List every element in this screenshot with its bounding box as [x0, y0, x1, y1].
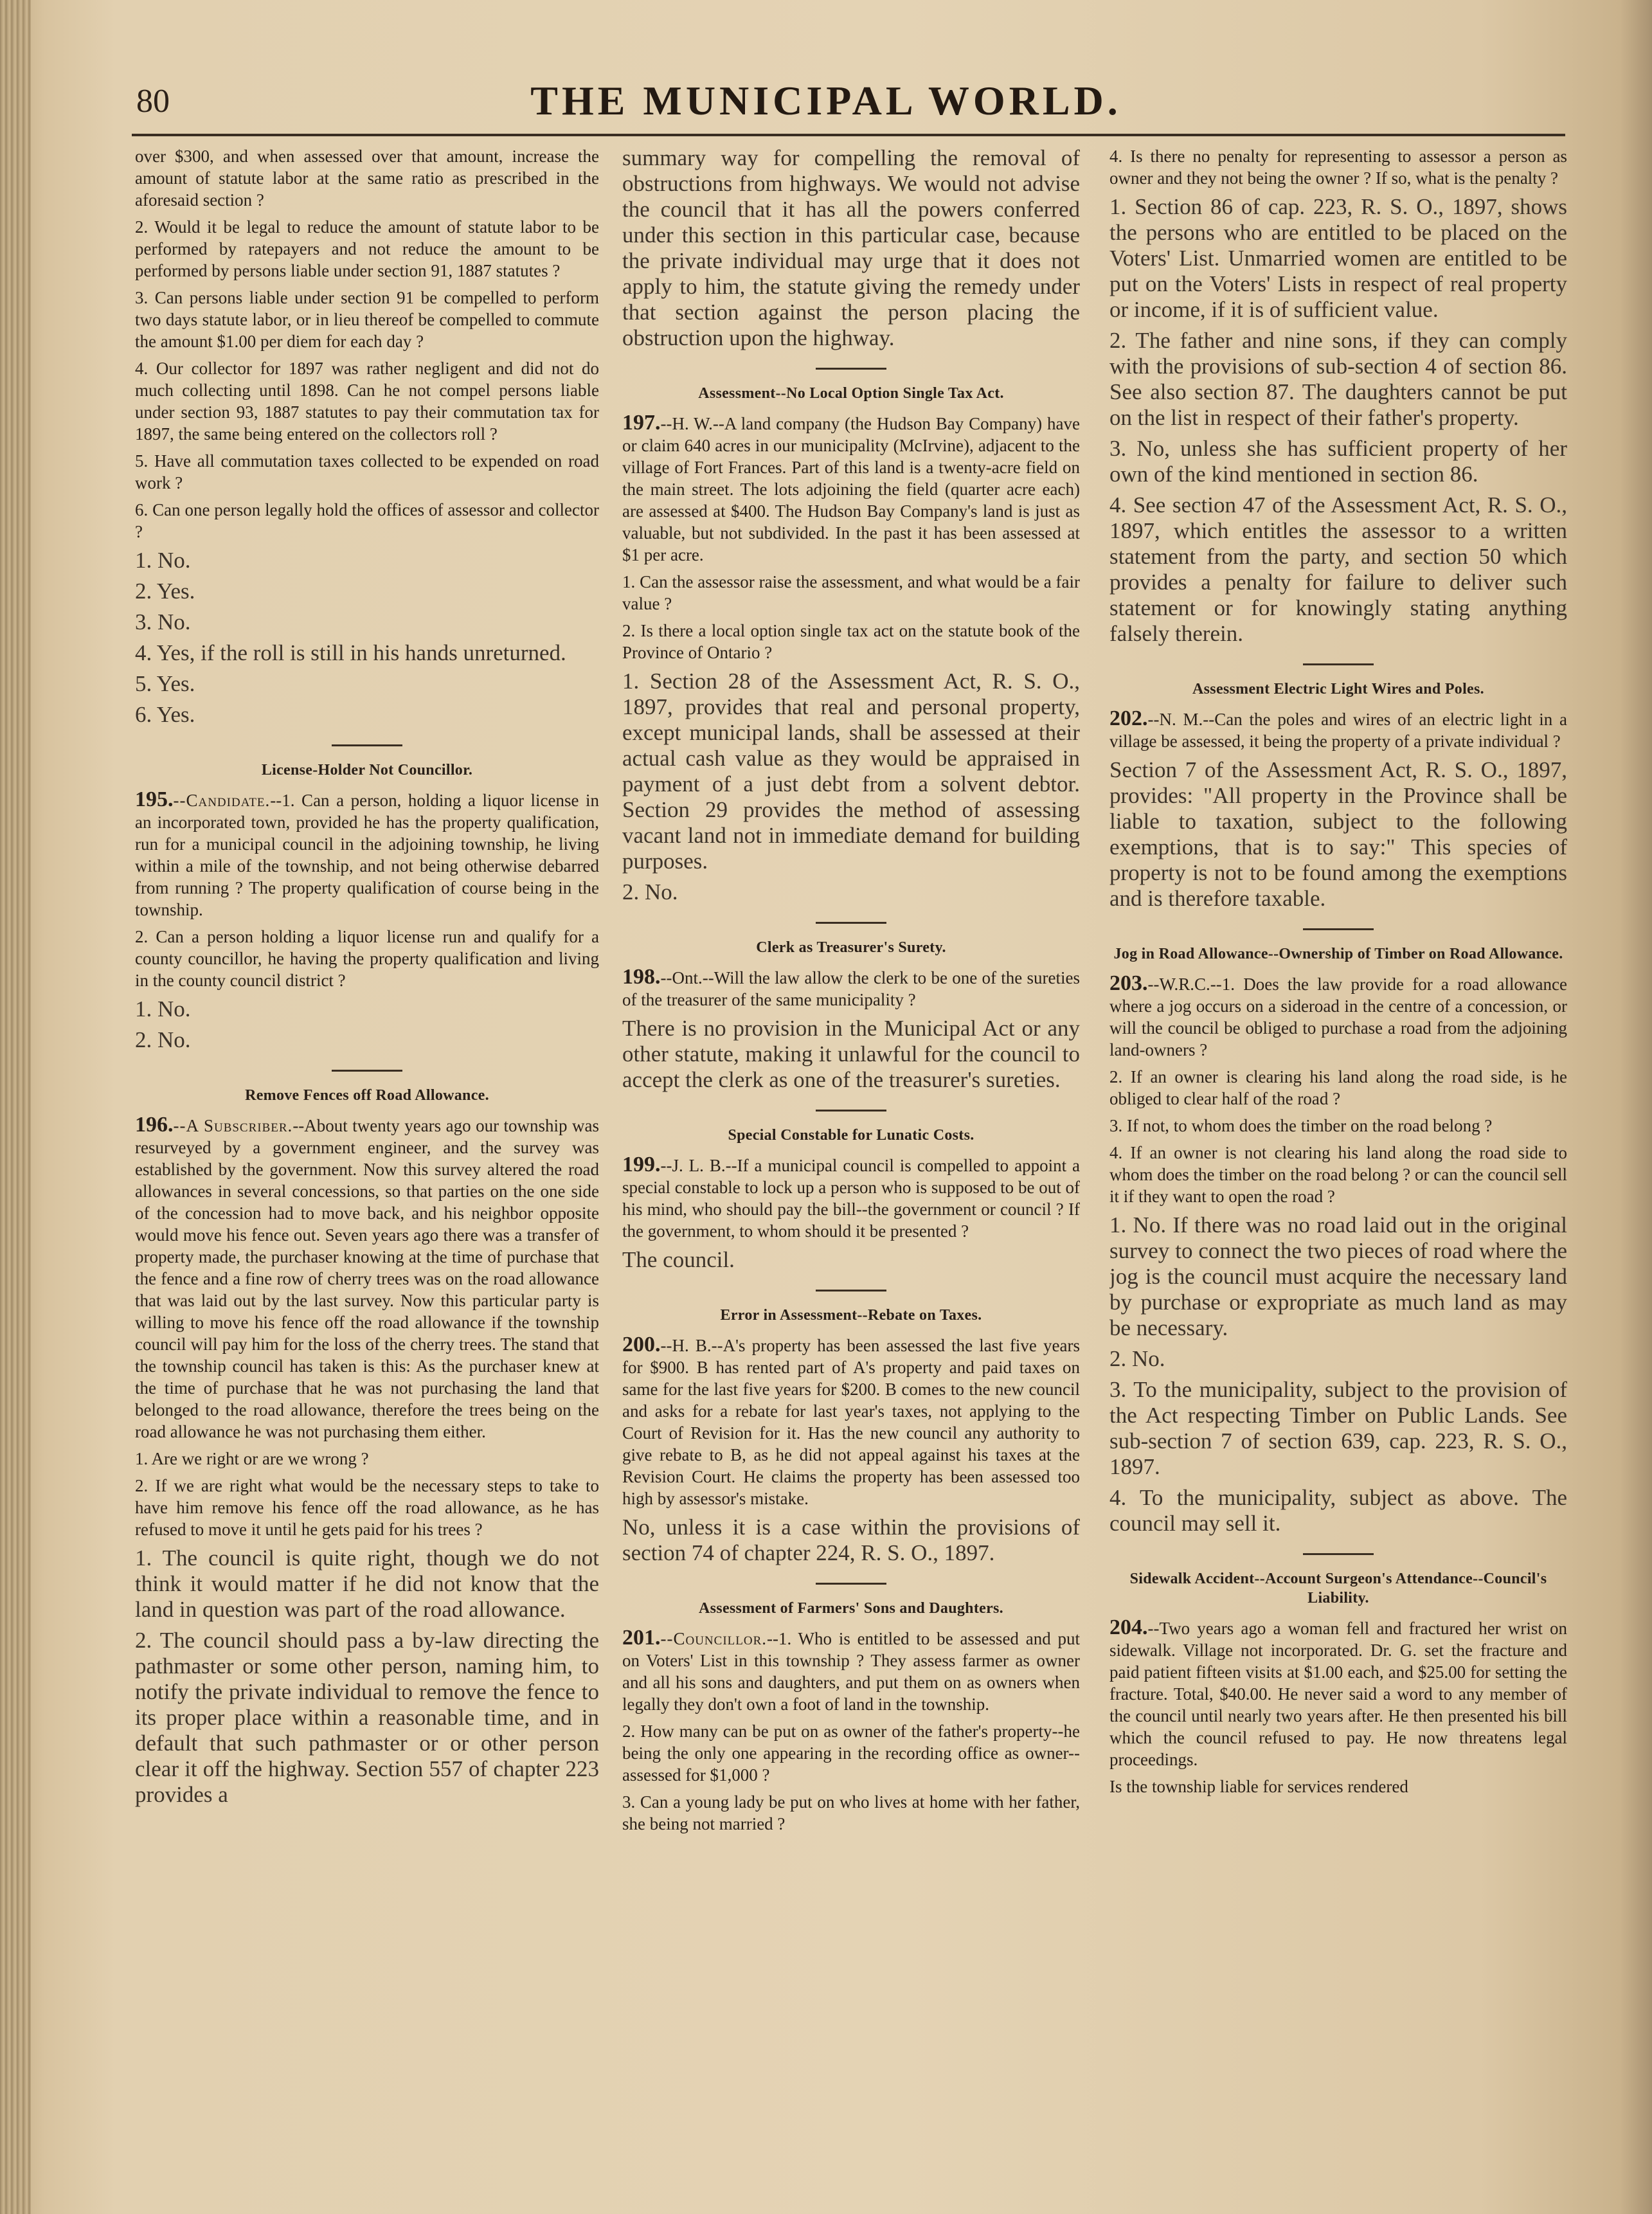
question-text: Is the township liable for services rendered: [1109, 1777, 1408, 1796]
question-text: [135, 1114, 599, 1443]
answer-text: 5. Yes.: [135, 671, 195, 696]
page-title: THE MUNICIPAL WORLD.: [530, 78, 1122, 123]
answer-text: 1. No. If there was no road laid out in the original survey to connect the two pieces of road where the jog is the council must acquire the necessary land by purchase or expropriate as much land as may be necessary.: [1109, 1212, 1567, 1340]
question-text: 3. Can persons liable under section 91 be compelled to perform two days statute labor, or in lieu thereof be compelled to commute the amount $1.00 per diem for each day ?: [135, 288, 599, 351]
question-text: 2. Is there a local option single tax act on the statute book of the Province of Ontario ?: [622, 621, 1080, 662]
question-text: 4. Is there no penalty for representing to assessor a person as owner and they not being the owner ? If so, what is the penalty ?: [1109, 147, 1567, 188]
question-body: --Ont.--Will the law allow the clerk to be one of the sureties of the treasurer of the same municipality ?: [622, 968, 1080, 1009]
question-text: 4. If an owner is not clearing his land along the road side to whom does the timber on the road belong ? or can the council sell it if they want to open the road ?: [1109, 1143, 1567, 1206]
question-number: 202.: [1109, 706, 1148, 730]
question-text: 3. If not, to whom does the timber on the road belong ?: [1109, 1116, 1493, 1135]
section-divider: [1303, 928, 1374, 930]
question-text: [135, 789, 599, 921]
section-heading: Jog in Road Allowance--Ownership of Timber on Road Allowance.: [1113, 946, 1563, 962]
question-text: 4. Our collector for 1897 was rather negligent and did not do much collecting until 1898. Can he not compel persons liable under section 93, 1887 statutes to pay their commutation tax for 1897, the same being entered on the collectors roll ?: [135, 359, 599, 444]
section-divider: [816, 1110, 886, 1112]
correspondent-name: --Councillor.: [660, 1629, 768, 1648]
question-text: 2. Can a person holding a liquor license run and qualify for a county councillor, he having the property qualification and living in the county council district ?: [135, 927, 599, 990]
question-number: 203.: [1109, 971, 1148, 995]
question-number: 195.: [135, 788, 174, 811]
question-text: 5. Have all commutation taxes collected to be expended on road work ?: [135, 451, 599, 492]
answer-text: 4. Yes, if the roll is still in his hands unreturned.: [135, 640, 566, 665]
question-body: --About twenty years ago our township was resurveyed by a government engineer, and the survey was established by the government. Now this survey altered the road allowances in several concessions, so that parties on the one side of the concession had to move back, and his neighbor opposite would move his fence out. Seven years ago there was a transfer of property made, the purchaser knowing at the time of purchase that the fence and a fine row of cherry trees was on the road allowance that was laid out by the last survey. Now this particular party is willing to move his fence off the road allowance if the township council will pay him for the loss of the cherry trees. The stand that the township council has taken is this: As the purchaser knew at the time of purchase that he was not purchasing the land that belonged to the road allowance, therefore the trees being on the road allowance he was not purchasing them either.: [135, 1116, 599, 1441]
question-text: over $300, and when assessed over that amount, increase the amount of statute labor at the same ratio as prescribed in the aforesaid section ?: [135, 147, 599, 210]
answer-text: 1. Section 28 of the Assessment Act, R. S. O., 1897, provides that real and personal property, except municipal lands, shall be assessed at their actual cash value as they would be appraised in payment of a just debt from a solvent debtor. Section 29 provides the method of assessing vacant land not in immediate demand for building purposes.: [622, 669, 1080, 874]
question-number: 197.: [622, 411, 661, 435]
question-text: 1. Can the assessor raise the assessment, and what would be a fair value ?: [622, 572, 1080, 613]
question-body: --W.R.C.--1. Does the law provide for a road allowance where a jog occurs on a sideroad in the centre of a concession, or will the council be obliged to purchase a road from the adjoining land-owners ?: [1109, 975, 1567, 1059]
section-divider: [816, 1290, 886, 1292]
question-text: 2. If an owner is clearing his land along the road side, is he obliged to clear half of the road ?: [1109, 1067, 1567, 1108]
answer-text: No, unless it is a case within the provisions of section 74 of chapter 224, R. S. O., 1897.: [622, 1515, 1080, 1565]
question-number: 199.: [622, 1153, 661, 1176]
question-body: --1. Can a person, holding a liquor license in an incorporated town, provided he has the property qualification, run for a municipal council in the adjoining township, he living within a mile of the township, and not being otherwise debarred from running ? The property qualification of course being in the township.: [135, 791, 599, 919]
answer-text: 4. To the municipality, subject as above. The council may sell it.: [1109, 1485, 1567, 1536]
question-number: 201.: [622, 1626, 661, 1650]
answer-text: There is no provision in the Municipal Act or any other statute, making it unlawful for the council to accept the clerk as one of the treasurer's sureties.: [622, 1016, 1080, 1092]
question-text: 3. Can a young lady be put on who lives at home with her father, she being not married ?: [622, 1792, 1080, 1833]
section-divider: [816, 368, 886, 370]
column-1: [135, 145, 599, 2175]
question-text: 2. If we are right what would be the necessary steps to take to have him remove his fence off the road allowance, as he has refused to move it until he gets paid for his trees ?: [135, 1476, 599, 1539]
answer-text: 2. No.: [1109, 1346, 1165, 1371]
correspondent-name: --Candidate.: [173, 791, 271, 810]
answer-text: 2. Yes.: [135, 579, 195, 604]
header-rule: [132, 134, 1565, 136]
section-divider: [816, 1583, 886, 1585]
answer-text: 2. The council should pass a by-law directing the pathmaster or some other person, naming him, to notify the private individual to remove the fence to its proper place within a reasonable time, and in default that such pathmaster or or other person clear it off the highway. Section 557 of chapter 223 provides a: [135, 1628, 599, 1807]
column-2: [622, 145, 1080, 2175]
section-divider: [1303, 663, 1374, 665]
section-divider: [332, 744, 402, 746]
section-heading: Assessment Electric Light Wires and Poles.: [1192, 681, 1484, 698]
answer-text: 6. Yes.: [135, 702, 195, 727]
section-heading: License-Holder Not Councillor.: [261, 762, 473, 779]
question-text: 1. Are we right or are we wrong ?: [135, 1449, 369, 1468]
answer-text: 3. No, unless she has sufficient property of her own of the kind mentioned in section 86.: [1109, 436, 1567, 487]
answer-text: 2. The father and nine sons, if they can comply with the provisions of sub-section 4 of section 86. See also section 87. The daughters cannot be put on the list in respect of their father's property.: [1109, 328, 1567, 430]
question-body: --H. W.--A land company (the Hudson Bay Company) have or claim 640 acres in our municipality (McIrvine), adjacent to the village of Fort Frances. Part of this land is a twenty-acre field on the main street. The lots adjoining the field (quarter acre each) are assessed at $400. The Hudson Bay Company's land is just as valuable, but not subdivided. In the past it has been assessed at $1 per acre.: [622, 414, 1080, 564]
page-binding-edge: [0, 0, 31, 2214]
section-divider: [332, 1070, 402, 1072]
question-text: 2. How many can be put on as owner of the father's property--he being the only one appearing in the recording office as owner--assessed for $1,000 ?: [622, 1722, 1080, 1785]
correspondent-name: --A Subscriber.: [173, 1116, 293, 1135]
answer-text: 2. No.: [622, 879, 678, 905]
page-number: 80: [136, 83, 170, 120]
answer-text: 4. See section 47 of the Assessment Act, R. S. O., 1897, which entitles the assessor to a written statement from the party, and section 50 which provides a penalty for failure to deliver such statement or for knowingly stating anything falsely therein.: [1109, 492, 1567, 646]
question-body: --J. L. B.--If a municipal council is compelled to appoint a special constable to lock up a person who is supposed to be out of his mind, who should pay the bill--the government or council ? If the government, to whom should it be presented ?: [622, 1156, 1080, 1241]
answer-text: 1. Section 86 of cap. 223, R. S. O., 1897, shows the persons who are entitled to be placed on the Voters' List. Unmarried women are entitled to be put on the Voters' Lists in respect of real property or income, if it is of sufficient value.: [1109, 194, 1567, 322]
column-3: [1109, 145, 1567, 2175]
answer-text: 1. No.: [135, 996, 191, 1022]
question-text: [622, 966, 1080, 1011]
answer-text: 1. The council is quite right, though we do not think it would matter if he did not know that the land in question was part of the road allowance.: [135, 1545, 599, 1622]
section-heading: Assessment of Farmers' Sons and Daughters.: [699, 1600, 1003, 1617]
question-number: 198.: [622, 965, 661, 989]
question-body: --Two years ago a woman fell and fractured her wrist on sidewalk. Village not incorporated. Dr. G. set the fracture and paid patient fifteen visits at $1.00 each, and $25.00 for setting the fracture. Total, $40.00. He never said a word to any member of the council until nearly two years after. He then presented his bill which the council refused to pay. He now threatens legal proceedings.: [1109, 1619, 1567, 1769]
answer-text: The council.: [622, 1247, 735, 1272]
section-divider: [816, 922, 886, 924]
question-text: [622, 1627, 1080, 1715]
section-heading: Clerk as Treasurer's Surety.: [756, 939, 946, 956]
answer-text: 1. No.: [135, 548, 191, 573]
question-body: --H. B.--A's property has been assessed the last five years for $900. B has rented part of A's property and paid taxes on same for the last five years for $200. B comes to the new council and asks for a rebate for last year's taxes, not applying to the Court of Revision for it. Has the new council any authority to give rebate to B, as he did not appeal against his taxes at the Revision Court. He claims the property has been assessed too high by assessor's mistake.: [622, 1336, 1080, 1508]
question-body: --N. M.--Can the poles and wires of an electric light in a village be assessed, it being the property of a private individual ?: [1109, 710, 1567, 751]
section-heading: Assessment--No Local Option Single Tax Act.: [698, 385, 1004, 402]
question-number: 200.: [622, 1333, 661, 1356]
question-text: 2. Would it be legal to reduce the amount of statute labor to be performed by ratepayers and not reduce the amount to be performed by persons liable under section 91, 1887 statutes ?: [135, 217, 599, 280]
section-heading: Sidewalk Accident--Account Surgeon's Attendance--Council's Liability.: [1129, 1571, 1547, 1607]
question-text: [622, 1154, 1080, 1242]
answer-text: 3. To the municipality, subject to the provision of the Act respecting Timber on Public Lands. See sub-section 7 of section 639, cap. 223, R. S. O., 1897.: [1109, 1377, 1567, 1479]
section-heading: Remove Fences off Road Allowance.: [245, 1087, 489, 1104]
section-divider: [1303, 1553, 1374, 1555]
answer-text: 3. No.: [135, 609, 191, 634]
question-number: 204.: [1109, 1616, 1148, 1639]
section-heading: Special Constable for Lunatic Costs.: [728, 1127, 974, 1144]
question-text: [1109, 1617, 1567, 1770]
question-number: 196.: [135, 1113, 174, 1137]
section-heading: Error in Assessment--Rebate on Taxes.: [720, 1307, 982, 1324]
answer-text: summary way for compelling the removal of obstructions from highways. We would not advise the council that it has all the powers conferred under this section in this particular case, because the private individual may urge that it does not apply to him, the statute giving the remedy under that section against the person placing the obstruction upon the highway.: [622, 145, 1080, 350]
answer-text: Section 7 of the Assessment Act, R. S. O., 1897, provides: "All property in the Province shall be liable to taxation, subject to the following exemptions, that is to say:" This species of property is not to be found among the exemptions and is therefore taxable.: [1109, 757, 1567, 911]
answer-text: 2. No.: [135, 1027, 191, 1052]
question-text: [1109, 708, 1567, 752]
question-text: 6. Can one person legally hold the offices of assessor and collector ?: [135, 500, 599, 541]
question-text: [622, 1334, 1080, 1509]
question-text: [1109, 973, 1567, 1061]
question-text: [622, 412, 1080, 566]
question-body: --1. Who is entitled to be assessed and put on Voters' List in this township ? They assess farmer as owner and all his sons and daughters, and put them on as owners when legally they don't own a foot of land in the township.: [622, 1629, 1080, 1714]
